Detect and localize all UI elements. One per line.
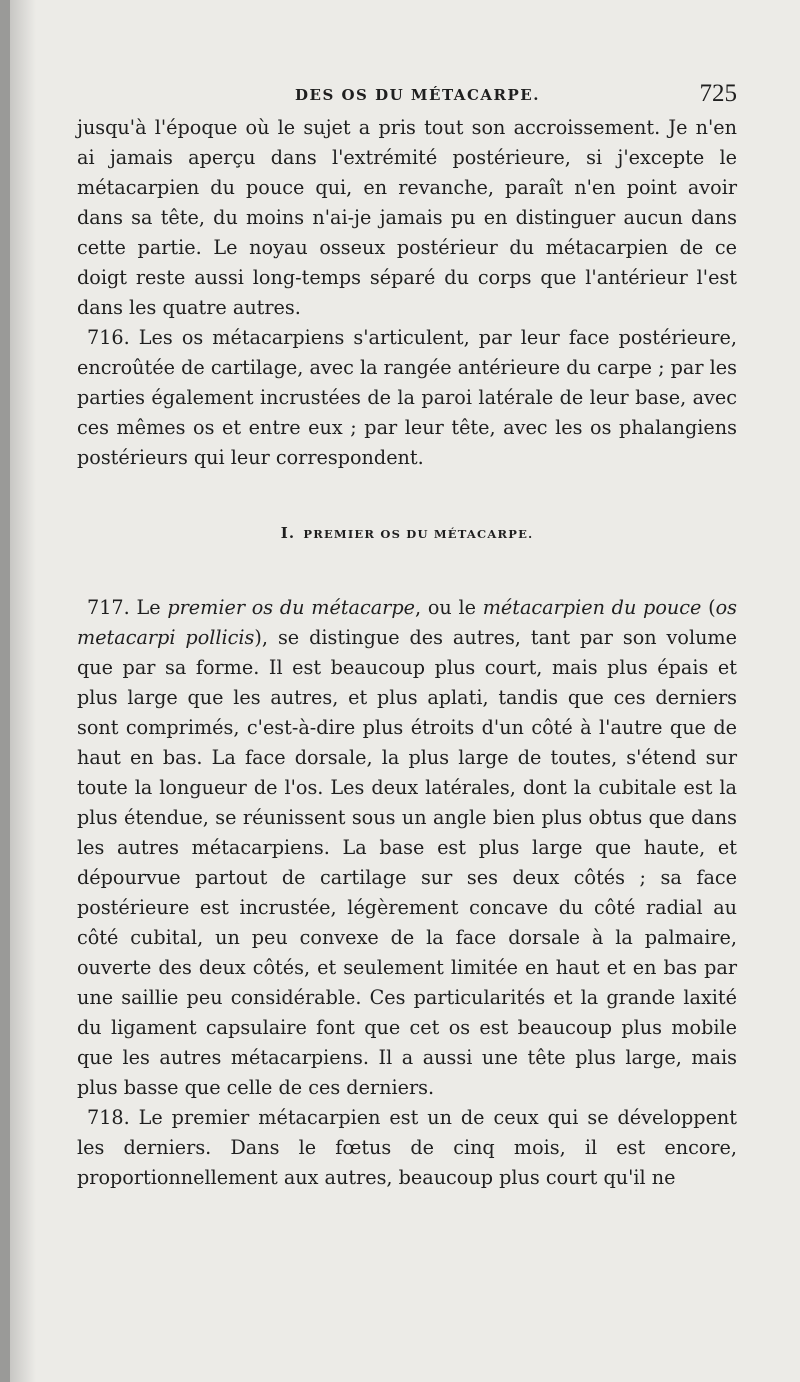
term-latin: os metacarpi pollicis — [77, 596, 737, 649]
paragraph-number: 717. — [87, 596, 130, 619]
lead-text: Le — [136, 596, 161, 619]
running-title: DES OS DU MÉTACARPE. — [295, 86, 540, 104]
term-premier-os: premier os du métacarpe — [167, 596, 415, 619]
page-number: 725 — [699, 80, 737, 107]
book-page — [10, 0, 800, 1382]
section-heading — [77, 524, 737, 542]
paren-close: ) — [254, 626, 262, 649]
term-metacarpien-pouce: métacarpien du pouce — [482, 596, 702, 619]
paren-open: ( — [708, 596, 716, 619]
paragraph-717 — [77, 593, 737, 1103]
paragraph-716: 716. Les os métacarpiens s'articulent, par leur face postérieure, encroûtée de cartilage, avec la rangée antérieure du carpe ; par les parties également incrustées de la paroi latérale de leur base, avec ces mêmes os et entre eux ; par leur tête, avec les os phalangiens postérieurs qui leur correspondent. — [77, 326, 737, 469]
paragraph-continuation: jusqu'à l'époque où le sujet a pris tout son accroissement. Je n'en ai jamais aperçu dans l'extrémité postérieure, si j'excepte le métacarpien du pouce qui, en revanche, paraît n'en point avoir dans sa tête, du moins n'ai-je jamais pu en distinguer aucun dans cette partie. Le noyau osseux postérieur du métacarpien de ce doigt reste aussi long-temps séparé du corps que l'antérieur l'est dans les quatre autres. — [77, 116, 737, 319]
paragraph-718: 718. Le premier métacarpien est un de ceux qui se développent les derniers. Dans le fœtus de cinq mois, il est encore, proportionnellement aux autres, beaucoup plus court qu'il ne — [77, 1106, 737, 1189]
connector-text: , ou le — [414, 596, 476, 619]
section-title: PREMIER OS DU MÉTACARPE. — [303, 527, 534, 541]
section-number: I. — [280, 524, 296, 542]
text-block-bottom — [77, 593, 737, 1193]
paragraph-body: , se distingue des autres, tant par son volume que par sa forme. Il est beaucoup plus court, mais plus épais et plus large que les autres, et plus aplati, tandis que ces derniers sont comprimés, c'est-à-dire plus étroits d'un côté à l'autre que de haut en bas. La face dorsale, la plus large de toutes, s'étend sur toute la longueur de l'os. Les deux latérales, dont la cubitale est la plus étendue, se réunissent sous un angle bien plus obtus que dans les autres métacarpiens. La base est plus large que haute, et dépourvue partout de cartilage sur ses deux côtés ; sa face postérieure est incrustée, légèrement concave du côté radial au côté cubital, un peu convexe de la face dorsale à la palmaire, ouverte des deux côtés, et seulement limitée en haut et en bas par une saillie peu considérable. Ces particularités et la grande laxité du ligament capsulaire font que cet os est beaucoup plus mobile que les autres métacarpiens. Il a aussi une tête plus large, mais plus basse que celle de ces derniers. — [77, 626, 737, 1099]
running-head — [77, 80, 737, 110]
text-block-top — [77, 113, 737, 473]
